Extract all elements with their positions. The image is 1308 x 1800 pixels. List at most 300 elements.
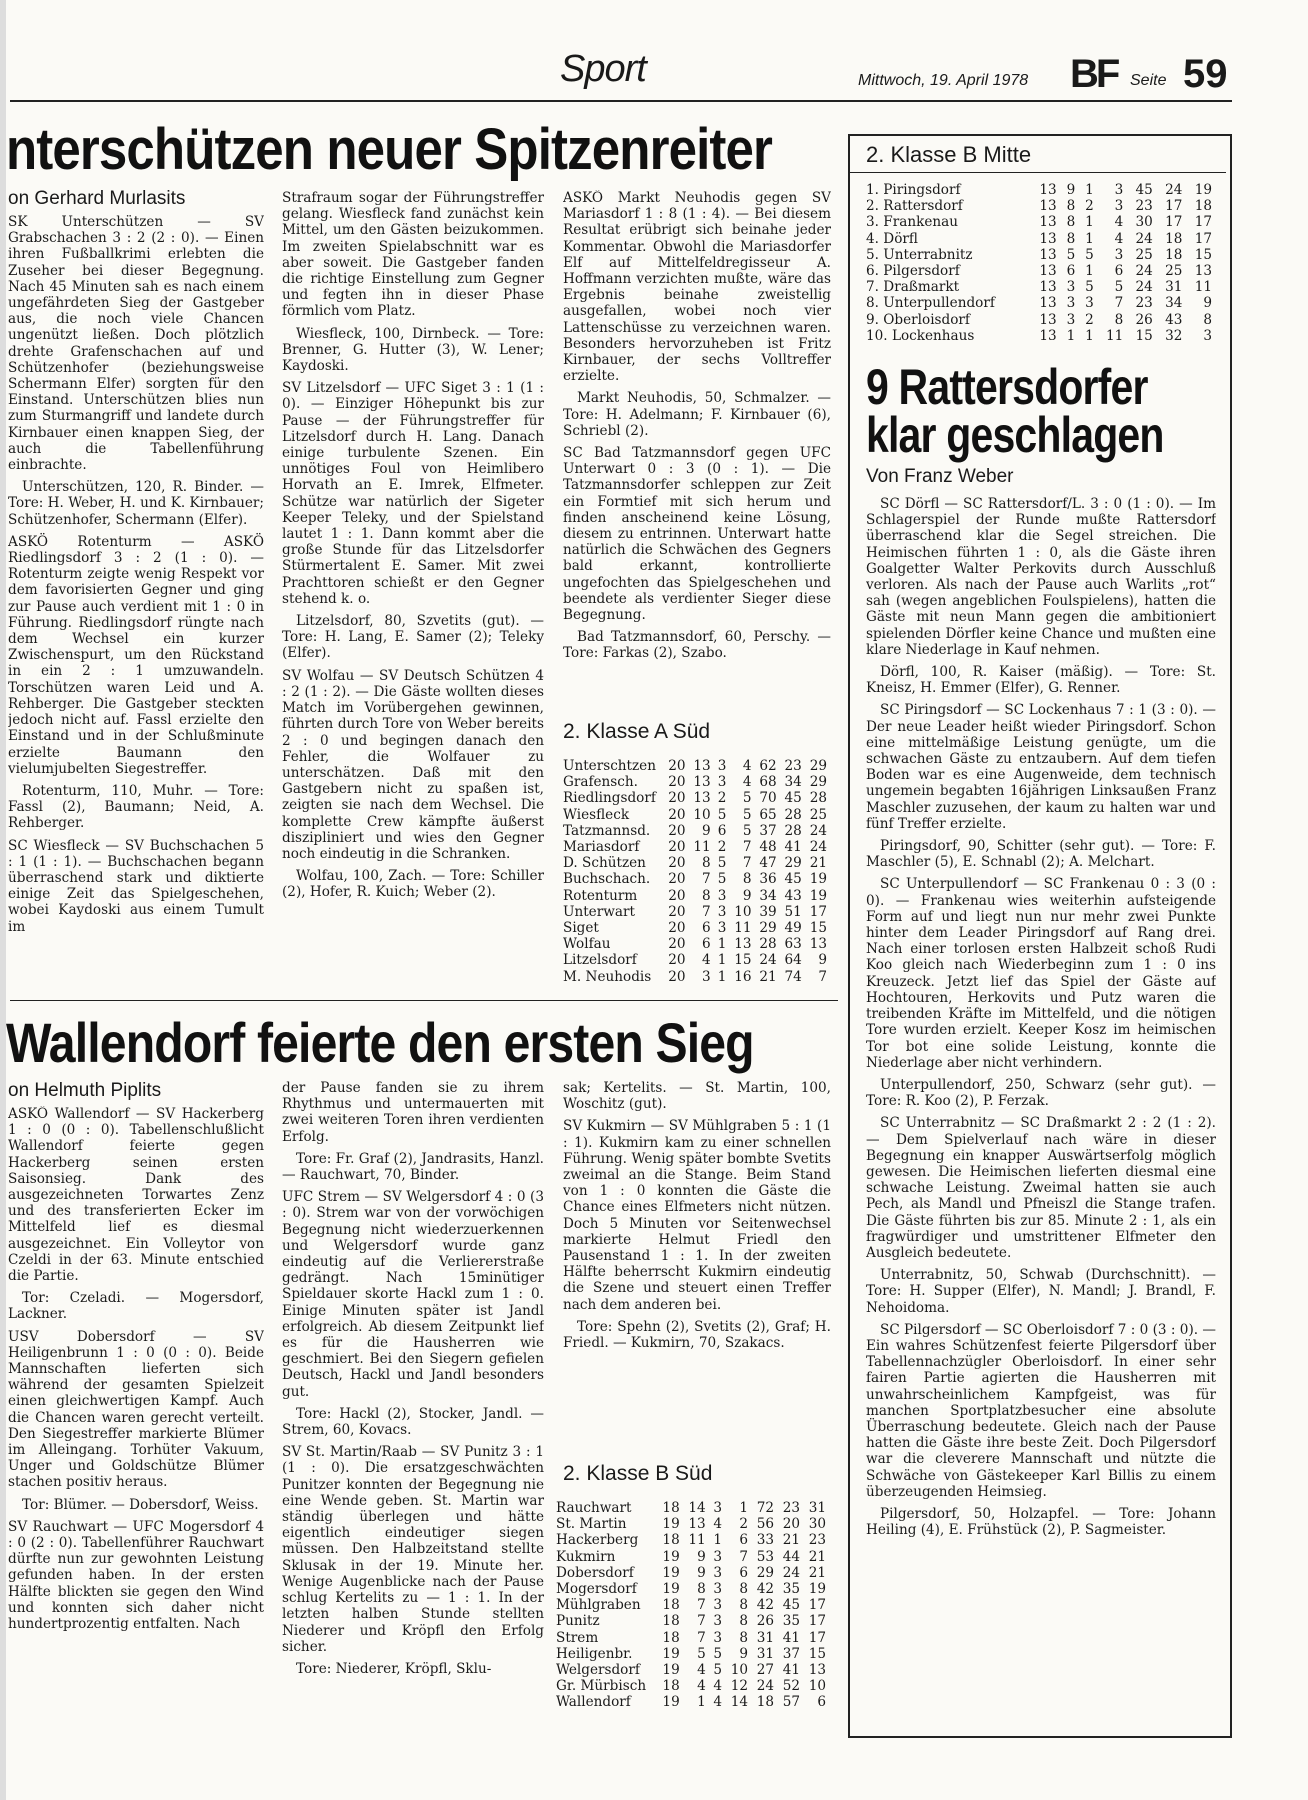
stat-cell: 7 [697,1597,706,1614]
article-paragraph: ASKÖ Rotenturm — ASKÖ Riedlingsdorf 3 : 2 (1 : 0). — Rotenturm zeigte wenig Respekt vor dem favorisierten Gegner und ging zur Pause auch verdient mit 1 : 0 in Führung. Riedlingsdorf rüngte nach dem Wechsel ein kurzer Zwischenspurt, um den Rückstand in ein 2 : 1 umzuwandeln. Torschützen waren Leid und A. Rehberger. Die Gastgeber steckten jedoch nicht auf. Fassl erzielte den Einstand und in der Schlußminute erzielte Baumann den vielumjubelten Siegestreffer. [8,533,264,777]
stat-cell: 29 [759,920,777,937]
article-column [8,1106,264,1770]
stat-cell: 3 [1066,295,1076,312]
stat-cell: 20 [668,839,686,856]
stat-cell: 8 [1066,214,1076,231]
article-paragraph: Litzelsdorf, 80, Szvetits (gut). — Tore: H. Lang, E. Samer (2); Teleky (Elfer). [282,613,544,662]
table-row [563,952,833,968]
stat-cell: 41 [782,1662,800,1679]
stat-cell: 5 [1085,246,1094,263]
article-paragraph: SC Bad Tatzmannsdorf gegen UFC Unterwart 0 : 3 (0 : 1). — Die Tatzmannsdorfer schleppen zur Zeit ein Formtief mit sich herum und finden anscheinend keine Lösung, diesem zu entrinnen. Unterwart hatte natürlich die Schwächen des Gegners bald erkannt, kontrollierte ungefochten das Spielgeschehen und beendete als verdienter Sieger diese Begegnung. [563,445,831,624]
article-paragraph: ASKÖ Wallendorf — SV Hackerberg 1 : 0 (0 : 0). Tabellenschlußlicht Wallendorf feierte gegen Hackerberg seinen ersten Saisonsieg. Dank des ausgezeichneten Torwartes Zenz und des transferierten Ecker im Mittelfeld lief es diesmal ausgezeichnet. Ein Volleytor von Czeldi in der 63. Minute entschied die Partie. [8,1106,264,1285]
stat-cell: 33 [756,1532,775,1549]
stat-cell: 5 [1085,279,1094,296]
stat-cell: 5 [713,1645,723,1662]
stat-cell: 28 [809,790,827,807]
team-name-cell: 5. Unterrabnitz [866,246,973,263]
stat-cell: 65 [759,806,777,823]
stat-cell: 7 [702,871,711,888]
stat-cell: 21 [782,1532,800,1549]
stat-cell: 62 [759,758,777,774]
table-row [563,758,833,774]
article-paragraph: SC Unterpullendorf — SC Frankenau 0 : 3 (0 : 0). — Frankenau wies weiterhin aufsteigende Form auf und liegt nun nur mehr zwei Punkte hinter dem Leader Piringsdorf auf Rang drei. Nach einer torlosen ersten Halbzeit schoß Rudi Koo gleich nach Wiederbeginn zum 1 : 0 ins Kreuzeck. Jetzt lief das Spiel der Gäste auf Hochtouren, Herkovits und Putz waren die treibenden Kräfte im Mittelfeld, und die nötigen Tore wurden erzielt. Keeper Kosz im heimischen Tor bot eine solide Leistung, konnte die Niederlage aber nicht verhindern. [866,876,1216,1071]
table-row [563,888,833,904]
stat-cell: 7 [697,1613,706,1630]
stat-cell: 27 [756,1662,775,1679]
stat-cell: 3 [1066,311,1076,328]
stat-cell: 11 [734,920,752,937]
stat-cell: 1 [697,1694,706,1711]
team-name-cell: 7. Draßmarkt [866,279,960,296]
stat-cell: 5 [1066,246,1076,263]
stat-cell: 3 [717,887,727,904]
stat-cell: 13 [1039,246,1057,263]
stat-cell: 3 [717,903,727,920]
stat-cell: 31 [756,1645,775,1662]
stat-cell: 4 [713,1516,723,1533]
article-paragraph: Unterrabnitz, 50, Schwab (Durchschnitt). — Tore: H. Supper (Elfer), N. Mandl; J. Brandl, F. Nehoidoma. [866,1267,1216,1316]
stat-cell: 25 [809,806,827,823]
stat-cell: 5 [717,855,727,872]
stat-cell: 29 [809,774,827,791]
table-row [563,904,833,920]
page-number: 59 [1183,52,1228,96]
stat-cell: 10 [734,903,752,920]
table-row [866,214,1218,230]
article-paragraph: Rotenturm, 110, Muhr. — Tore: Fassl (2), Baumann; Neid, A. Rehberger. [8,782,264,832]
article-paragraph: Tor: Czeladi. — Mogersdorf, Lackner. [8,1290,264,1323]
stat-cell: 20 [782,1516,800,1533]
team-name-cell: 6. Pilgersdorf [866,263,960,280]
stat-cell: 32 [1165,327,1183,344]
team-name-cell: Dobersdorf [556,1564,634,1581]
stat-cell: 2 [717,790,727,807]
stat-cell: 20 [668,871,686,888]
stat-cell: 5 [717,806,727,823]
stat-cell: 45 [1135,182,1153,198]
article-paragraph: USV Dobersdorf — SV Heiligenbrunn 1 : 0 (0 : 0). Beide Mannschaften lieferten sich während der gesamten Spielzeit einen gleichwertigen Kampf. Auch die Chancen waren gerecht verteilt. Den Siegestreffer markierte Blümer im Alleingang. Torhüter Vakuum, Unger und Goldschütze Blümer stachen positiv heraus. [8,1328,264,1491]
article-paragraph: Tore: Fr. Graf (2), Jandrasits, Hanzl. — Rauchwart, 70, Binder. [282,1150,544,1184]
stat-cell: 13 [693,758,711,774]
article-paragraph: Markt Neuhodis, 50, Schmalzer. — Tore: H. Adelmann; F. Kirnbauer (6), Schriebl (2). [563,390,831,439]
standings-table [563,758,833,985]
article-column [282,190,544,992]
stat-cell: 45 [784,871,802,888]
stat-cell: 18 [662,1500,680,1516]
stat-cell: 41 [784,839,802,856]
stat-cell: 17 [808,1629,826,1646]
team-name-cell: 1. Piringsdorf [866,182,961,198]
stat-cell: 19 [662,1564,680,1581]
sidebar-byline: Von Franz Weber [866,466,1014,487]
stat-cell: 20 [668,774,686,791]
stat-cell: 15 [1135,327,1153,344]
team-name-cell: Wallendorf [556,1694,631,1711]
stat-cell: 17 [808,1597,826,1614]
stat-cell: 5 [717,871,727,888]
stat-cell: 9 [739,1645,749,1662]
table-row [866,312,1218,328]
table-row [556,1500,832,1516]
section-divider [10,1000,838,1001]
stat-cell: 8 [742,871,752,888]
stat-cell: 17 [809,903,827,920]
stat-cell: 18 [662,1532,680,1549]
stat-cell: 2 [739,1516,749,1533]
stat-cell: 7 [818,968,827,985]
stat-cell: 5 [713,1662,723,1679]
stat-cell: 21 [809,855,827,872]
stat-cell: 17 [1165,198,1183,215]
stat-cell: 20 [668,887,686,904]
article-paragraph: SK Unterschützen — SV Grabschachen 3 : 2 (2 : 0). — Einen ihren Fußballkrimi erlebten die Zuseher bei dieser Begegnung. Nach 45 Minuten sah es nach einem ungefährdeten Sieg der Gastgeber aus, die noch viele Chancen ungenützt ließen. Doch plötzlich drehte Grafenschachen auf und Schützenhofer (beziehungsweise Schermann Elfer) sorgten für den Einstand. Unterschützen blies nun zum Sturmangriff und landete durch Kirnbauer einen knappen Sieg, der auch die Tabellenführung einbrachte. [8,214,264,474]
stat-cell: 37 [782,1645,800,1662]
stat-cell: 18 [1165,246,1183,263]
team-name-cell: Hackerberg [556,1532,639,1549]
article-paragraph: SV Kukmirn — SV Mühlgraben 5 : 1 (1 : 1). Kukmirn kam zu einer schnellen Führung. Wenig später bombte Svetits zweimal an die Stange. Beim Stand von 1 : 0 konnten die Gäste die Chance eines Elfmeters nicht nützen. Doch 5 Minuten vor Seitenwechsel markierte Helmut Friedl den Pausenstand 1 : 1. In der zweiten Hälfte beherrscht Kukmirn eindeutig die Szene und steuert einen Treffer nach dem anderen bei. [563,1118,831,1313]
article-column [282,1080,544,1770]
team-name-cell: Mühlgraben [556,1597,641,1614]
stat-cell: 23 [1135,198,1153,215]
issue-date: Mittwoch, 19. April 1978 [858,72,1029,89]
stat-cell: 19 [1194,182,1212,198]
stat-cell: 20 [668,806,686,823]
stat-cell: 3 [1114,246,1124,263]
stat-cell: 3 [713,1500,723,1516]
stat-cell: 15 [1194,246,1212,263]
stat-cell: 5 [697,1645,706,1662]
stat-cell: 19 [808,1581,826,1598]
table-row [556,1565,832,1581]
stat-cell: 20 [668,920,686,937]
stat-cell: 3 [717,774,727,791]
stat-cell: 4 [697,1662,706,1679]
stat-cell: 49 [784,920,802,937]
stat-cell: 3 [1066,279,1076,296]
stat-cell: 26 [1135,311,1153,328]
standings-table-b-mitte [866,182,1218,344]
stat-cell: 7 [742,839,752,856]
team-name-cell: Gr. Mürbisch [556,1678,647,1695]
stat-cell: 12 [730,1678,749,1695]
stat-cell: 28 [759,936,777,953]
article-paragraph: SV Rauchwart — UFC Mogersdorf 4 : 0 (2 : 0). Tabellenführer Rauchwart dürfte nun zur gewohnten Leistung gefunden haben. In der ersten Hälfte blickten sie gegen den Wind und konnten sich daher nicht hundertprozentig entfalten. Nach [8,1518,264,1633]
table-row [556,1597,832,1613]
stat-cell: 24 [1135,263,1153,280]
stat-cell: 13 [1039,263,1057,280]
stat-cell: 48 [759,839,777,856]
article-paragraph: Unterschützen, 120, R. Binder. — Tore: H. Weber, H. und K. Kirnbauer; Schützenhofer, Schermann (Elfer). [8,479,264,528]
table-row [556,1549,832,1565]
stat-cell: 3 [713,1629,723,1646]
stat-cell: 43 [784,887,802,904]
table-row [866,328,1218,344]
stat-cell: 29 [809,758,827,774]
stat-cell: 6 [702,920,711,937]
stat-cell: 15 [734,952,752,969]
stat-cell: 7 [702,903,711,920]
team-name-cell: Wiesfleck [563,806,630,823]
stat-cell: 6 [739,1564,749,1581]
stat-cell: 19 [809,871,827,888]
stat-cell: 45 [784,790,802,807]
article-paragraph: Tore: Spehn (2), Svetits (2), Graf; H. Friedl. — Kukmirn, 70, Szakacs. [563,1318,831,1352]
team-name-cell: Unterwart [563,903,635,920]
stat-cell: 20 [668,952,686,969]
stat-cell: 13 [693,774,711,791]
stat-cell: 17 [1165,214,1183,231]
stat-cell: 63 [784,936,802,953]
stat-cell: 1 [739,1500,749,1516]
page-label: Seite [1130,72,1167,89]
stat-cell: 39 [759,903,777,920]
table-row [563,855,833,871]
stat-cell: 10 [808,1678,826,1695]
team-name-cell: 9. Oberloisdorf [866,311,970,328]
stat-cell: 21 [759,968,777,985]
stat-cell: 6 [739,1532,749,1549]
stat-cell: 13 [808,1662,826,1679]
team-name-cell: Riedlingsdorf [563,790,656,807]
team-name-cell: Tatzmannsd. [563,822,651,839]
stat-cell: 7 [697,1629,706,1646]
stat-cell: 19 [662,1645,680,1662]
stat-cell: 16 [734,968,752,985]
stat-cell: 8 [1066,230,1076,247]
stat-cell: 9 [697,1564,706,1581]
stat-cell: 19 [662,1548,680,1565]
stat-cell: 45 [782,1597,800,1614]
stat-cell: 70 [759,790,777,807]
standings-table [866,182,1218,344]
stat-cell: 11 [1106,327,1124,344]
stat-cell: 13 [688,1516,706,1533]
stat-cell: 3 [1114,182,1124,198]
stat-cell: 3 [1203,327,1212,344]
stat-cell: 13 [693,790,711,807]
stat-cell: 64 [784,952,802,969]
stat-cell: 21 [808,1564,826,1581]
stat-cell: 4 [1114,214,1124,231]
stat-cell: 8 [1203,311,1212,328]
table-row [866,263,1218,279]
team-name-cell: M. Neuhodis [563,968,652,985]
stat-cell: 13 [809,936,827,953]
article-paragraph: SV Litzelsdorf — UFC Siget 3 : 1 (1 : 0). — Einziger Höhepunkt bis zur Pause — der Führungstreffer für Litzelsdorf durch H. Lang. Danach einige turbulente Szenen. Ein unnötiges Foul von Heimlibero Horvath an E. Imrek, Elfmeter. Schütze war natürlich der Sigeter Keeper Teleky, und der Spielstand lautet 1 : 1. Dann kommt aber die große Stunde für das Litzelsdorfer Stürmertalent E. Samer. Mit zwei Prachttoren schießt er den Gegner stehend k. o. [282,380,544,607]
team-name-cell: Punitz [556,1613,600,1630]
stat-cell: 3 [713,1564,723,1581]
stat-cell: 30 [808,1516,826,1533]
article-headline: nterschützen neuer Spitzenreiter [6,117,772,182]
stat-cell: 11 [1194,279,1212,296]
stat-cell: 25 [1135,246,1153,263]
stat-cell: 7 [1114,295,1124,312]
stat-cell: 9 [702,822,711,839]
table-row [563,871,833,887]
stat-cell: 3 [717,758,727,774]
table-row [866,279,1218,295]
stat-cell: 35 [782,1613,800,1630]
stat-cell: 5 [742,790,752,807]
article-column [563,1080,831,1450]
article-column [563,190,831,710]
team-name-cell: 8. Unterpullendorf [866,295,995,312]
stat-cell: 17 [1194,214,1212,231]
stat-cell: 74 [784,968,802,985]
table-row [563,807,833,823]
stat-cell: 8 [739,1613,749,1630]
left-page-edge [0,0,6,1800]
table-row [556,1613,832,1629]
article-paragraph: Tor: Blümer. — Dobersdorf, Weiss. [22,1496,259,1513]
stat-cell: 15 [808,1645,826,1662]
team-name-cell: Litzelsdorf [563,952,637,969]
stat-cell: 1 [717,952,727,969]
article-paragraph: UFC Strem — SV Welgersdorf 4 : 0 (3 : 0). Strem war von der vorwöchigen Begegnung nicht wiederzuerkennen und Welgersdorf wurde ganz eindeutig auf die Verliererstraße gedrängt. Nach 15minütiger Spieldauer skorte Hackl zum 1 : 0. Einige Minuten später ist Jandl erfolgreich. Ab diesem Zeitpunkt lief es für die Hausherren wie geschmiert. Bei den Siegern gefielen Deutsch, Hackl und Jandl besonders gut. [282,1189,544,1400]
stat-cell: 3 [713,1581,723,1598]
team-name-cell: Unterschtzen [563,758,656,774]
stat-cell: 14 [730,1694,749,1711]
team-name-cell: Kukmirn [556,1548,616,1565]
article-paragraph: der Pause fanden sie zu ihrem Rhythmus und untermauerten mit zwei weiteren Toren ihren verdienten Erfolg. [282,1080,544,1145]
stat-cell: 47 [759,855,777,872]
stat-cell: 11 [693,839,711,856]
table-row [563,969,833,985]
team-name-cell: Buchschach. [563,871,651,888]
stat-cell: 8 [1066,198,1076,215]
stat-cell: 18 [662,1678,680,1695]
stat-cell: 24 [1135,279,1153,296]
standings-table [556,1500,832,1711]
stat-cell: 17 [808,1613,826,1630]
article-paragraph: ASKÖ Markt Neuhodis gegen SV Mariasdorf 1 : 8 (1 : 4). — Bei diesem Resultat erübrigt sich beinahe jeder Kommentar. Obwohl die Mariasdorfer Elf auf Mittelfeldregisseur A. Hoffmann verzichten mußte, wäre das Ergebnis beinahe zweistellig ausgefallen, wobei noch vier Lattenschüsse zu verzeichnen waren. Besonders hervorzuheben ist Fritz Kirnbauer, der sechs Volltreffer erzielte. [563,190,831,385]
article-paragraph: SC Pilgersdorf — SC Oberloisdorf 7 : 0 (3 : 0). — Ein wahres Schützenfest feierte Pilgersdorf über Tabellennachzügler Oberloisdorf. In einer sehr fairen Partie agierten die Hausherren mit unwahrscheinlichem Kampfgeist, was für manchen Sportplatzbesucher eine absolute Überraschung bedeutete. Gleich nach der Pause hatten die Gäste ihre beste Zeit. Doch Pilgersdorf war die cleverere Mannschaft und nützte die Schwäche von Gästekeeper Karl Billis zu einem überzeugenden Heimsieg. [866,1321,1216,1500]
stat-cell: 6 [1114,263,1124,280]
stat-cell: 3 [713,1548,723,1565]
stat-cell: 26 [756,1613,775,1630]
article-paragraph: Strafraum sogar der Führungstreffer gelang. Wiesfleck fand zunächst kein Mittel, um den Gästen beizukommen. Im zweiten Spielabschnitt war es aber soweit. Die Gastgeber fanden die richtige Einstellung zum Gegner und fegten ihn in dieser Phase förmlich vom Platz. [282,190,544,320]
team-name-cell: D. Schützen [563,855,646,872]
article-paragraph: Dörfl, 100, R. Kaiser (mäßig). — Tore: St. Kneisz, H. Emmer (Elfer), G. Renner. [866,664,1216,697]
table-row [556,1646,832,1662]
stat-cell: 1 [1085,263,1094,280]
article-paragraph: Unterpullendorf, 250, Schwarz (sehr gut). — Tore: R. Koo (2), P. Ferzak. [866,1076,1216,1110]
stat-cell: 34 [784,774,802,791]
stat-cell: 18 [662,1597,680,1614]
stat-cell: 56 [756,1516,775,1533]
table-row [556,1630,832,1646]
stat-cell: 44 [782,1548,800,1565]
stat-cell: 3 [713,1613,723,1630]
stat-cell: 1 [713,1532,723,1549]
stat-cell: 9 [1066,182,1076,198]
sidebar-article [866,496,1216,1724]
stat-cell: 13 [1194,263,1212,280]
header-rule [10,100,1232,102]
stat-cell: 8 [1114,311,1124,328]
table-row [556,1516,832,1532]
stat-cell: 4 [713,1694,723,1711]
team-name-cell: Rauchwart [556,1500,632,1516]
stat-cell: 1 [717,968,727,985]
stat-cell: 1 [1085,182,1094,198]
standings-table-b-sued [556,1500,832,1711]
stat-cell: 11 [688,1532,706,1549]
table-row [556,1581,832,1597]
stat-cell: 9 [697,1548,706,1565]
team-name-cell: Mogersdorf [556,1581,637,1598]
article-paragraph: sak; Kertelits. — St. Martin, 100, Woschitz (gut). [563,1080,831,1113]
article-paragraph: Wiesfleck, 100, Dirnbeck. — Tore: Brenner, G. Hutter (3), W. Lener; Kaydoski. [282,325,544,375]
team-name-cell: 2. Rattersdorf [866,198,963,215]
stat-cell: 18 [756,1694,775,1711]
stat-cell: 4 [697,1678,706,1695]
stat-cell: 34 [1165,295,1183,312]
stat-cell: 18 [662,1613,680,1630]
stat-cell: 8 [702,887,711,904]
stat-cell: 18 [1194,198,1212,215]
article-byline: on Helmuth Piplits [8,1080,162,1101]
stat-cell: 5 [1114,279,1124,296]
standings-title: 2. Klasse B Süd [563,1462,713,1485]
stat-cell: 9 [818,952,827,969]
stat-cell: 3 [1114,198,1124,215]
stat-cell: 8 [697,1581,706,1598]
standings-title: 2. Klasse A Süd [563,720,711,743]
stat-cell: 23 [784,758,802,774]
team-name-cell: Welgersdorf [556,1662,640,1679]
stat-cell: 8 [739,1597,749,1614]
table-row [556,1532,832,1548]
stat-cell: 42 [756,1597,775,1614]
stat-cell: 20 [668,936,686,953]
stat-cell: 53 [756,1548,775,1565]
article-byline: on Gerhard Murlasits [8,188,186,209]
stat-cell: 4 [742,758,752,774]
article-paragraph: Pilgersdorf, 50, Holzapfel. — Tore: Johann Heiling (4), E. Frühstück (2), P. Sagmeister. [866,1505,1216,1539]
stat-cell: 28 [784,806,802,823]
stat-cell: 1 [717,936,727,953]
table-row [866,198,1218,214]
stat-cell: 7 [739,1548,749,1565]
team-name-cell: Heiligenbr. [556,1645,633,1662]
table-row [556,1678,832,1694]
stat-cell: 1 [1085,230,1094,247]
stat-cell: 8 [702,855,711,872]
stat-cell: 20 [668,903,686,920]
team-name-cell: Strem [556,1629,599,1646]
stat-cell: 35 [782,1581,800,1598]
stat-cell: 34 [759,887,777,904]
article-paragraph: SC Piringsdorf — SC Lockenhaus 7 : 1 (3 : 0). — Der neue Leader heißt wieder Piringsdorf. Schon eine mittelmäßige Leistung genügte, um die schwachen Gäste zu entzaubern. Auf dem tiefen Boden war es eine Augenweide, dem technisch ungemein begabten 16jährigen Linksaußen Franz Maschler zuzusehen, der kaum zu halten war und fünf Treffer erzielte. [866,702,1216,832]
stat-cell: 20 [668,822,686,839]
stat-cell: 6 [717,822,727,839]
table-row [563,936,833,952]
stat-cell: 13 [1039,214,1057,231]
team-name-cell: Wolfau [563,936,611,953]
stat-cell: 21 [808,1548,826,1565]
stat-cell: 4 [713,1678,723,1695]
newspaper-logo: BF [1070,52,1118,96]
stat-cell: 24 [782,1564,800,1581]
article-paragraph: Wolfau, 100, Zach. — Tore: Schiller (2), Hofer, R. Kuich; Weber (2). [282,868,544,901]
article-paragraph: SV St. Martin/Raab — SV Punitz 3 : 1 (1 : 0). Die ersatzgeschwächten Punitzer konnten der Begegnung nie eine Wende geben. St. Martin war ständig überlegen und hätte eigentlich eindeutiger siegen müssen. Den Halbzeitstand stellte Sklusak in der 19. Minute her. Wenige Augenblicke nach der Pause schlug Kertelits zu — 1 : 1. In der letzten halben Stunde stellten Niederer und Kröpfl den Erfolg sicher. [282,1444,544,1655]
stat-cell: 19 [809,887,827,904]
article-headline: Wallendorf feierte den ersten Sieg [6,1011,754,1074]
stat-cell: 2 [1085,198,1094,215]
stat-cell: 13 [734,936,752,953]
team-name-cell: Siget [563,920,599,937]
